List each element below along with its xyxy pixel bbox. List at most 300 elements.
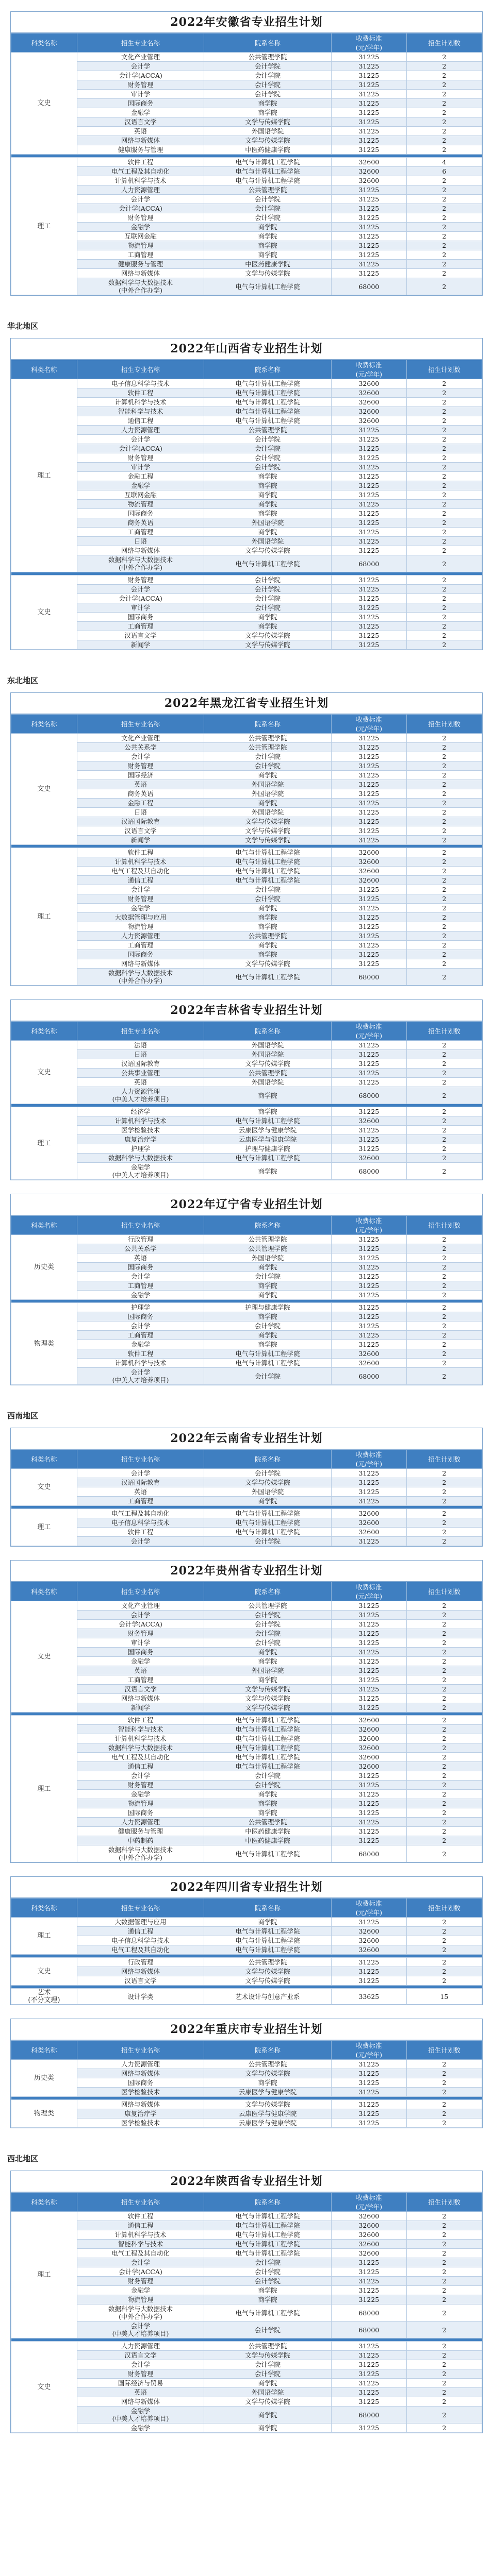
table-row [11,780,482,789]
table-row [11,1762,482,1771]
department-cell: 电气与计算机工程学院 [204,848,332,857]
quota-cell: 2 [406,2060,482,2069]
tuition-cell: 31225 [331,2258,406,2267]
tuition-cell: 31225 [331,1675,406,1685]
table-row [11,1509,482,1518]
table-row [11,2230,482,2240]
department-cell: 商学院 [204,99,332,108]
tuition-cell: 32600 [331,379,406,388]
table-row [11,472,482,481]
table-row [11,575,482,585]
department-cell: 商学院 [204,1291,332,1300]
tuition-cell: 31225 [331,603,406,613]
quota-cell: 2 [406,1936,482,1945]
major-name-cell: 护理学 [77,1303,204,1312]
department-cell: 商学院 [204,1648,332,1657]
subject-category-cell: 文史 [11,1958,77,1986]
department-cell: 商学院 [204,1087,332,1104]
tuition-cell: 31225 [331,509,406,518]
department-cell: 会计学院 [204,444,332,453]
quota-cell: 2 [406,1753,482,1762]
tuition-cell: 31225 [331,472,406,481]
tuition-cell: 31225 [331,2088,406,2097]
tuition-cell: 32600 [331,398,406,407]
column-header: 科类名称 [11,33,77,53]
tuition-cell: 68000 [331,2321,406,2338]
quota-cell: 2 [406,1253,482,1263]
province-plan-table [10,338,483,650]
quota-cell: 2 [406,1509,482,1518]
quota-cell: 2 [406,1771,482,1781]
table-row [11,388,482,398]
quota-cell: 2 [406,1716,482,1725]
tuition-cell: 31225 [331,1620,406,1629]
subject-category-cell: 理工 [11,1918,77,1955]
tuition-cell: 31225 [331,836,406,845]
tuition-cell: 31225 [331,90,406,99]
major-name-cell: 电子信息科学与技术 [77,379,204,388]
tuition-cell: 31225 [331,1601,406,1611]
quota-cell: 2 [406,232,482,241]
quota-cell: 2 [406,2397,482,2406]
quota-cell: 2 [406,1144,482,1154]
department-cell: 外国语学院 [204,1078,332,1087]
department-cell: 公共管理学院 [204,1244,332,1253]
major-name-cell: 会计学(ACCA) [77,1620,204,1629]
major-name-cell: 软件工程 [77,388,204,398]
table-row [11,826,482,836]
subject-category-cell: 艺术 (不分文理) [11,1989,77,2005]
table-row [11,1291,482,1300]
tuition-cell: 31225 [331,2295,406,2304]
major-name-cell: 计算机科学与技术 [77,1116,204,1126]
department-cell: 商学院 [204,2379,332,2388]
quota-cell: 2 [406,603,482,613]
tuition-cell: 31225 [331,136,406,145]
quota-cell: 2 [406,528,482,537]
table-row [11,1958,482,1967]
department-cell: 商学院 [204,2424,332,2433]
major-name-cell: 金融学 [77,1340,204,1349]
quota-cell: 2 [406,2406,482,2424]
quota-cell: 2 [406,1235,482,1244]
major-name-cell: 通信工程 [77,416,204,426]
tuition-cell: 31225 [331,2388,406,2397]
table-row [11,904,482,913]
major-name-cell: 行政管理 [77,1235,204,1244]
tuition-cell: 31225 [331,2069,406,2078]
quota-cell: 2 [406,1743,482,1753]
major-name-cell: 金融学 [77,2286,204,2295]
tuition-cell: 31225 [331,53,406,62]
tuition-cell: 31225 [331,594,406,603]
major-name-cell: 网络与新媒体 [77,1967,204,1976]
table-row [11,969,482,986]
department-cell: 文学与传媒学院 [204,269,332,278]
tuition-cell: 31225 [331,1497,406,1506]
table-row [11,799,482,808]
column-header: 招生计划数 [406,1899,482,1918]
major-name-cell: 国际商务 [77,1648,204,1657]
province-plan-title: 2022年陕西省专业招生计划 [11,2171,482,2192]
major-name-cell: 会计学(ACCA) [77,2267,204,2277]
table-row [11,1967,482,1976]
quota-cell: 2 [406,500,482,509]
tuition-cell: 32600 [331,1528,406,1537]
quota-cell: 2 [406,472,482,481]
major-name-cell: 会计学 [77,1272,204,1281]
department-cell: 商学院 [204,223,332,232]
column-header: 院系名称 [204,1022,332,1041]
department-cell: 会计学院 [204,2267,332,2277]
column-header: 科类名称 [11,2193,77,2212]
table-row [11,90,482,99]
table-row [11,913,482,922]
major-name-cell: 文化产业管理 [77,1601,204,1611]
department-cell: 商学院 [204,1918,332,1927]
column-header: 院系名称 [204,715,332,734]
table-row [11,490,482,500]
tuition-cell: 31225 [331,622,406,631]
table-header-row [11,1022,482,1041]
plan-table [11,1582,482,1862]
quota-cell: 2 [406,1349,482,1359]
column-header: 招生专业名称 [77,360,204,379]
department-cell: 商学院 [204,500,332,509]
tuition-cell: 31225 [331,1918,406,1927]
table-row [11,1611,482,1620]
major-name-cell: 电气工程及其自动化 [77,1509,204,1518]
department-cell: 公共管理学院 [204,1235,332,1244]
column-header: 收费标准 (元/学年) [331,1582,406,1601]
tuition-cell: 31225 [331,1666,406,1675]
tuition-cell: 31225 [331,613,406,622]
column-header: 招生计划数 [406,2193,482,2212]
major-name-cell: 电子信息科学与技术 [77,1936,204,1945]
major-name-cell: 英语 [77,1666,204,1675]
department-cell: 会计学院 [204,204,332,213]
table-row [11,1734,482,1743]
major-name-cell: 文化产业管理 [77,734,204,743]
quota-cell: 2 [406,1958,482,1967]
department-cell: 电气与计算机工程学院 [204,2230,332,2240]
tuition-cell: 31225 [331,213,406,223]
tuition-cell: 32600 [331,1725,406,1734]
department-cell: 文学与传媒学院 [204,1478,332,1487]
table-row [11,62,482,71]
department-cell: 会计学院 [204,2277,332,2286]
major-name-cell: 财务管理 [77,80,204,90]
tuition-cell: 32600 [331,1753,406,1762]
quota-cell: 2 [406,1303,482,1312]
subject-category-cell: 理工 [11,379,77,572]
major-name-cell: 物流管理 [77,1799,204,1808]
major-name-cell: 财务管理 [77,894,204,904]
column-header: 招生专业名称 [77,1450,204,1469]
department-cell: 会计学院 [204,1771,332,1781]
major-name-cell: 审计学 [77,463,204,472]
tuition-cell: 31225 [331,1478,406,1487]
tuition-cell: 32600 [331,1927,406,1936]
department-cell: 电气与计算机工程学院 [204,416,332,426]
table-row [11,204,482,213]
quota-cell: 2 [406,426,482,435]
department-cell: 电气与计算机工程学院 [204,555,332,572]
table-row [11,518,482,528]
column-header: 收费标准 (元/学年) [331,2041,406,2060]
quota-cell: 2 [406,575,482,585]
table-row [11,1050,482,1059]
tuition-cell: 32600 [331,1509,406,1518]
column-header: 院系名称 [204,1450,332,1469]
table-row [11,1675,482,1685]
major-name-cell: 电气工程及其自动化 [77,1753,204,1762]
major-name-cell: 法语 [77,1041,204,1050]
subject-category-cell: 物理类 [11,2100,77,2128]
tuition-cell: 31225 [331,1694,406,1703]
major-name-cell: 日语 [77,1050,204,1059]
column-header: 科类名称 [11,1022,77,1041]
tuition-cell: 31225 [331,2286,406,2295]
department-cell: 外国语学院 [204,2388,332,2397]
tuition-cell: 31225 [331,2379,406,2388]
major-name-cell: 物流管理 [77,241,204,250]
major-name-cell: 金融工程 [77,472,204,481]
tuition-cell: 31225 [331,2100,406,2109]
table-row [11,223,482,232]
major-name-cell: 智能科学与技术 [77,2240,204,2249]
quota-cell: 2 [406,1827,482,1836]
department-cell: 公共管理学院 [204,185,332,195]
tuition-cell: 31225 [331,826,406,836]
quota-cell: 2 [406,2069,482,2078]
table-row [11,836,482,845]
tuition-cell: 31225 [331,62,406,71]
province-plan-title: 2022年四川省专业招生计划 [11,1877,482,1898]
quota-cell: 2 [406,808,482,817]
table-row [11,1041,482,1050]
major-name-cell: 会计学 [77,2258,204,2267]
subject-category-cell: 理工 [11,848,77,986]
subject-category-cell: 文史 [11,53,77,155]
quota-cell: 2 [406,1244,482,1253]
department-cell: 会计学院 [204,1368,332,1385]
table-row [11,1771,482,1781]
tuition-cell: 31225 [331,1487,406,1497]
major-name-cell: 人力资源管理 [77,426,204,435]
tuition-cell: 31225 [331,453,406,463]
table-row [11,1303,482,1312]
province-plan-title: 2022年安徽省专业招生计划 [11,12,482,33]
department-cell: 云康医学与健康学院 [204,1135,332,1144]
department-cell: 会计学院 [204,594,332,603]
table-row [11,1601,482,1611]
province-plan-table [10,692,483,986]
department-cell: 电气与计算机工程学院 [204,2304,332,2321]
table-row [11,2321,482,2338]
table-row [11,426,482,435]
quota-cell: 2 [406,585,482,594]
quota-cell: 2 [406,407,482,416]
quota-cell: 2 [406,594,482,603]
tuition-cell: 32600 [331,867,406,876]
subject-category-cell: 理工 [11,1509,77,1546]
quota-cell: 2 [406,761,482,771]
major-name-cell: 工商管理 [77,528,204,537]
quota-cell: 2 [406,53,482,62]
major-name-cell: 汉语言文学 [77,117,204,127]
quota-cell: 2 [406,444,482,453]
quota-cell: 6 [406,167,482,176]
table-row [11,885,482,894]
table-row [11,2304,482,2321]
table-row [11,1725,482,1734]
quota-cell: 2 [406,1927,482,1936]
table-row [11,1528,482,1537]
province-plan-table [10,1876,483,2005]
quota-cell: 2 [406,463,482,472]
table-row [11,1743,482,1753]
tuition-cell: 32600 [331,167,406,176]
table-row [11,1836,482,1845]
tuition-cell: 68000 [331,2304,406,2321]
tuition-cell: 31225 [331,127,406,136]
major-name-cell: 智能科学与技术 [77,407,204,416]
major-name-cell: 工商管理 [77,622,204,631]
quota-cell: 2 [406,1666,482,1675]
table-row [11,1827,482,1836]
tuition-cell: 68000 [331,278,406,295]
tuition-cell: 31225 [331,269,406,278]
column-header: 收费标准 (元/学年) [331,1899,406,1918]
department-cell: 电气与计算机工程学院 [204,2221,332,2230]
table-row [11,613,482,622]
plan-table [11,360,482,650]
department-cell: 会计学院 [204,894,332,904]
tuition-cell: 32600 [331,388,406,398]
major-name-cell: 电气工程及其自动化 [77,867,204,876]
tuition-cell: 31225 [331,922,406,931]
department-cell: 电气与计算机工程学院 [204,1762,332,1771]
major-name-cell: 汉语国际教育 [77,1059,204,1069]
table-row [11,2221,482,2230]
quota-cell: 2 [406,640,482,650]
plan-table [11,2040,482,2128]
tuition-cell: 68000 [331,555,406,572]
quota-cell: 2 [406,1918,482,1927]
tuition-cell: 32600 [331,1349,406,1359]
table-row [11,481,482,490]
table-row [11,848,482,857]
department-cell: 电气与计算机工程学院 [204,1716,332,1725]
table-header-row [11,1216,482,1235]
table-row [11,1349,482,1359]
major-name-cell: 经济学 [77,1107,204,1116]
department-cell: 中医药健康学院 [204,1836,332,1845]
quota-cell: 2 [406,195,482,204]
table-row [11,752,482,761]
major-name-cell: 汉语国际教育 [77,1478,204,1487]
tuition-cell: 31225 [331,108,406,117]
major-name-cell: 财务管理 [77,2369,204,2379]
table-row [11,176,482,185]
tuition-cell: 31225 [331,743,406,752]
quota-cell: 2 [406,1154,482,1163]
department-cell: 公共管理学院 [204,2342,332,2351]
table-row [11,1069,482,1078]
department-cell: 电气与计算机工程学院 [204,398,332,407]
major-name-cell: 人力资源管理 [77,185,204,195]
department-cell: 电气与计算机工程学院 [204,1845,332,1862]
table-row [11,585,482,594]
table-row [11,2286,482,2295]
major-name-cell: 财务管理 [77,2277,204,2286]
major-name-cell: 金融工程 [77,799,204,808]
table-row [11,631,482,640]
tuition-cell: 31225 [331,2277,406,2286]
department-cell: 电气与计算机工程学院 [204,2240,332,2249]
table-row [11,2249,482,2258]
major-name-cell: 会计学 [77,1537,204,1546]
quota-cell: 4 [406,158,482,167]
major-name-cell: 医学检验技术 [77,2088,204,2097]
table-row [11,71,482,80]
table-row [11,1107,482,1116]
tuition-cell: 32600 [331,1716,406,1725]
table-row [11,500,482,509]
quota-cell: 2 [406,1685,482,1694]
tuition-cell: 32600 [331,857,406,867]
department-cell: 外国语学院 [204,1666,332,1675]
department-cell: 中医药健康学院 [204,1827,332,1836]
department-cell: 外国语学院 [204,1041,332,1050]
column-header: 院系名称 [204,1216,332,1235]
tuition-cell: 31225 [331,1611,406,1620]
major-name-cell: 软件工程 [77,848,204,857]
major-name-cell: 财务管理 [77,761,204,771]
major-name-cell: 人力资源管理 [77,931,204,941]
major-name-cell: 审计学 [77,90,204,99]
tuition-cell: 32600 [331,1945,406,1955]
subject-category-cell: 文史 [11,1469,77,1506]
quota-cell: 2 [406,1836,482,1845]
major-name-cell: 英语 [77,1253,204,1263]
quota-cell: 2 [406,90,482,99]
quota-cell: 2 [406,398,482,407]
tuition-cell: 33625 [331,1989,406,2005]
table-header-row [11,33,482,53]
major-name-cell: 日语 [77,537,204,546]
table-row [11,1808,482,1818]
quota-cell: 2 [406,213,482,223]
table-row [11,1078,482,1087]
quota-cell: 2 [406,789,482,799]
major-name-cell: 国际经济 [77,771,204,780]
quota-cell: 2 [406,950,482,959]
major-name-cell: 公共关系学 [77,743,204,752]
major-name-cell: 工商管理 [77,1281,204,1291]
table-row [11,241,482,250]
major-name-cell: 医学检验技术 [77,2119,204,2128]
major-name-cell: 会计学 [77,885,204,894]
quota-cell: 2 [406,1799,482,1808]
tuition-cell: 32600 [331,1734,406,1743]
table-row [11,1694,482,1703]
table-row [11,1163,482,1180]
quota-cell: 2 [406,2258,482,2267]
table-row [11,2295,482,2304]
tuition-cell: 31225 [331,631,406,640]
